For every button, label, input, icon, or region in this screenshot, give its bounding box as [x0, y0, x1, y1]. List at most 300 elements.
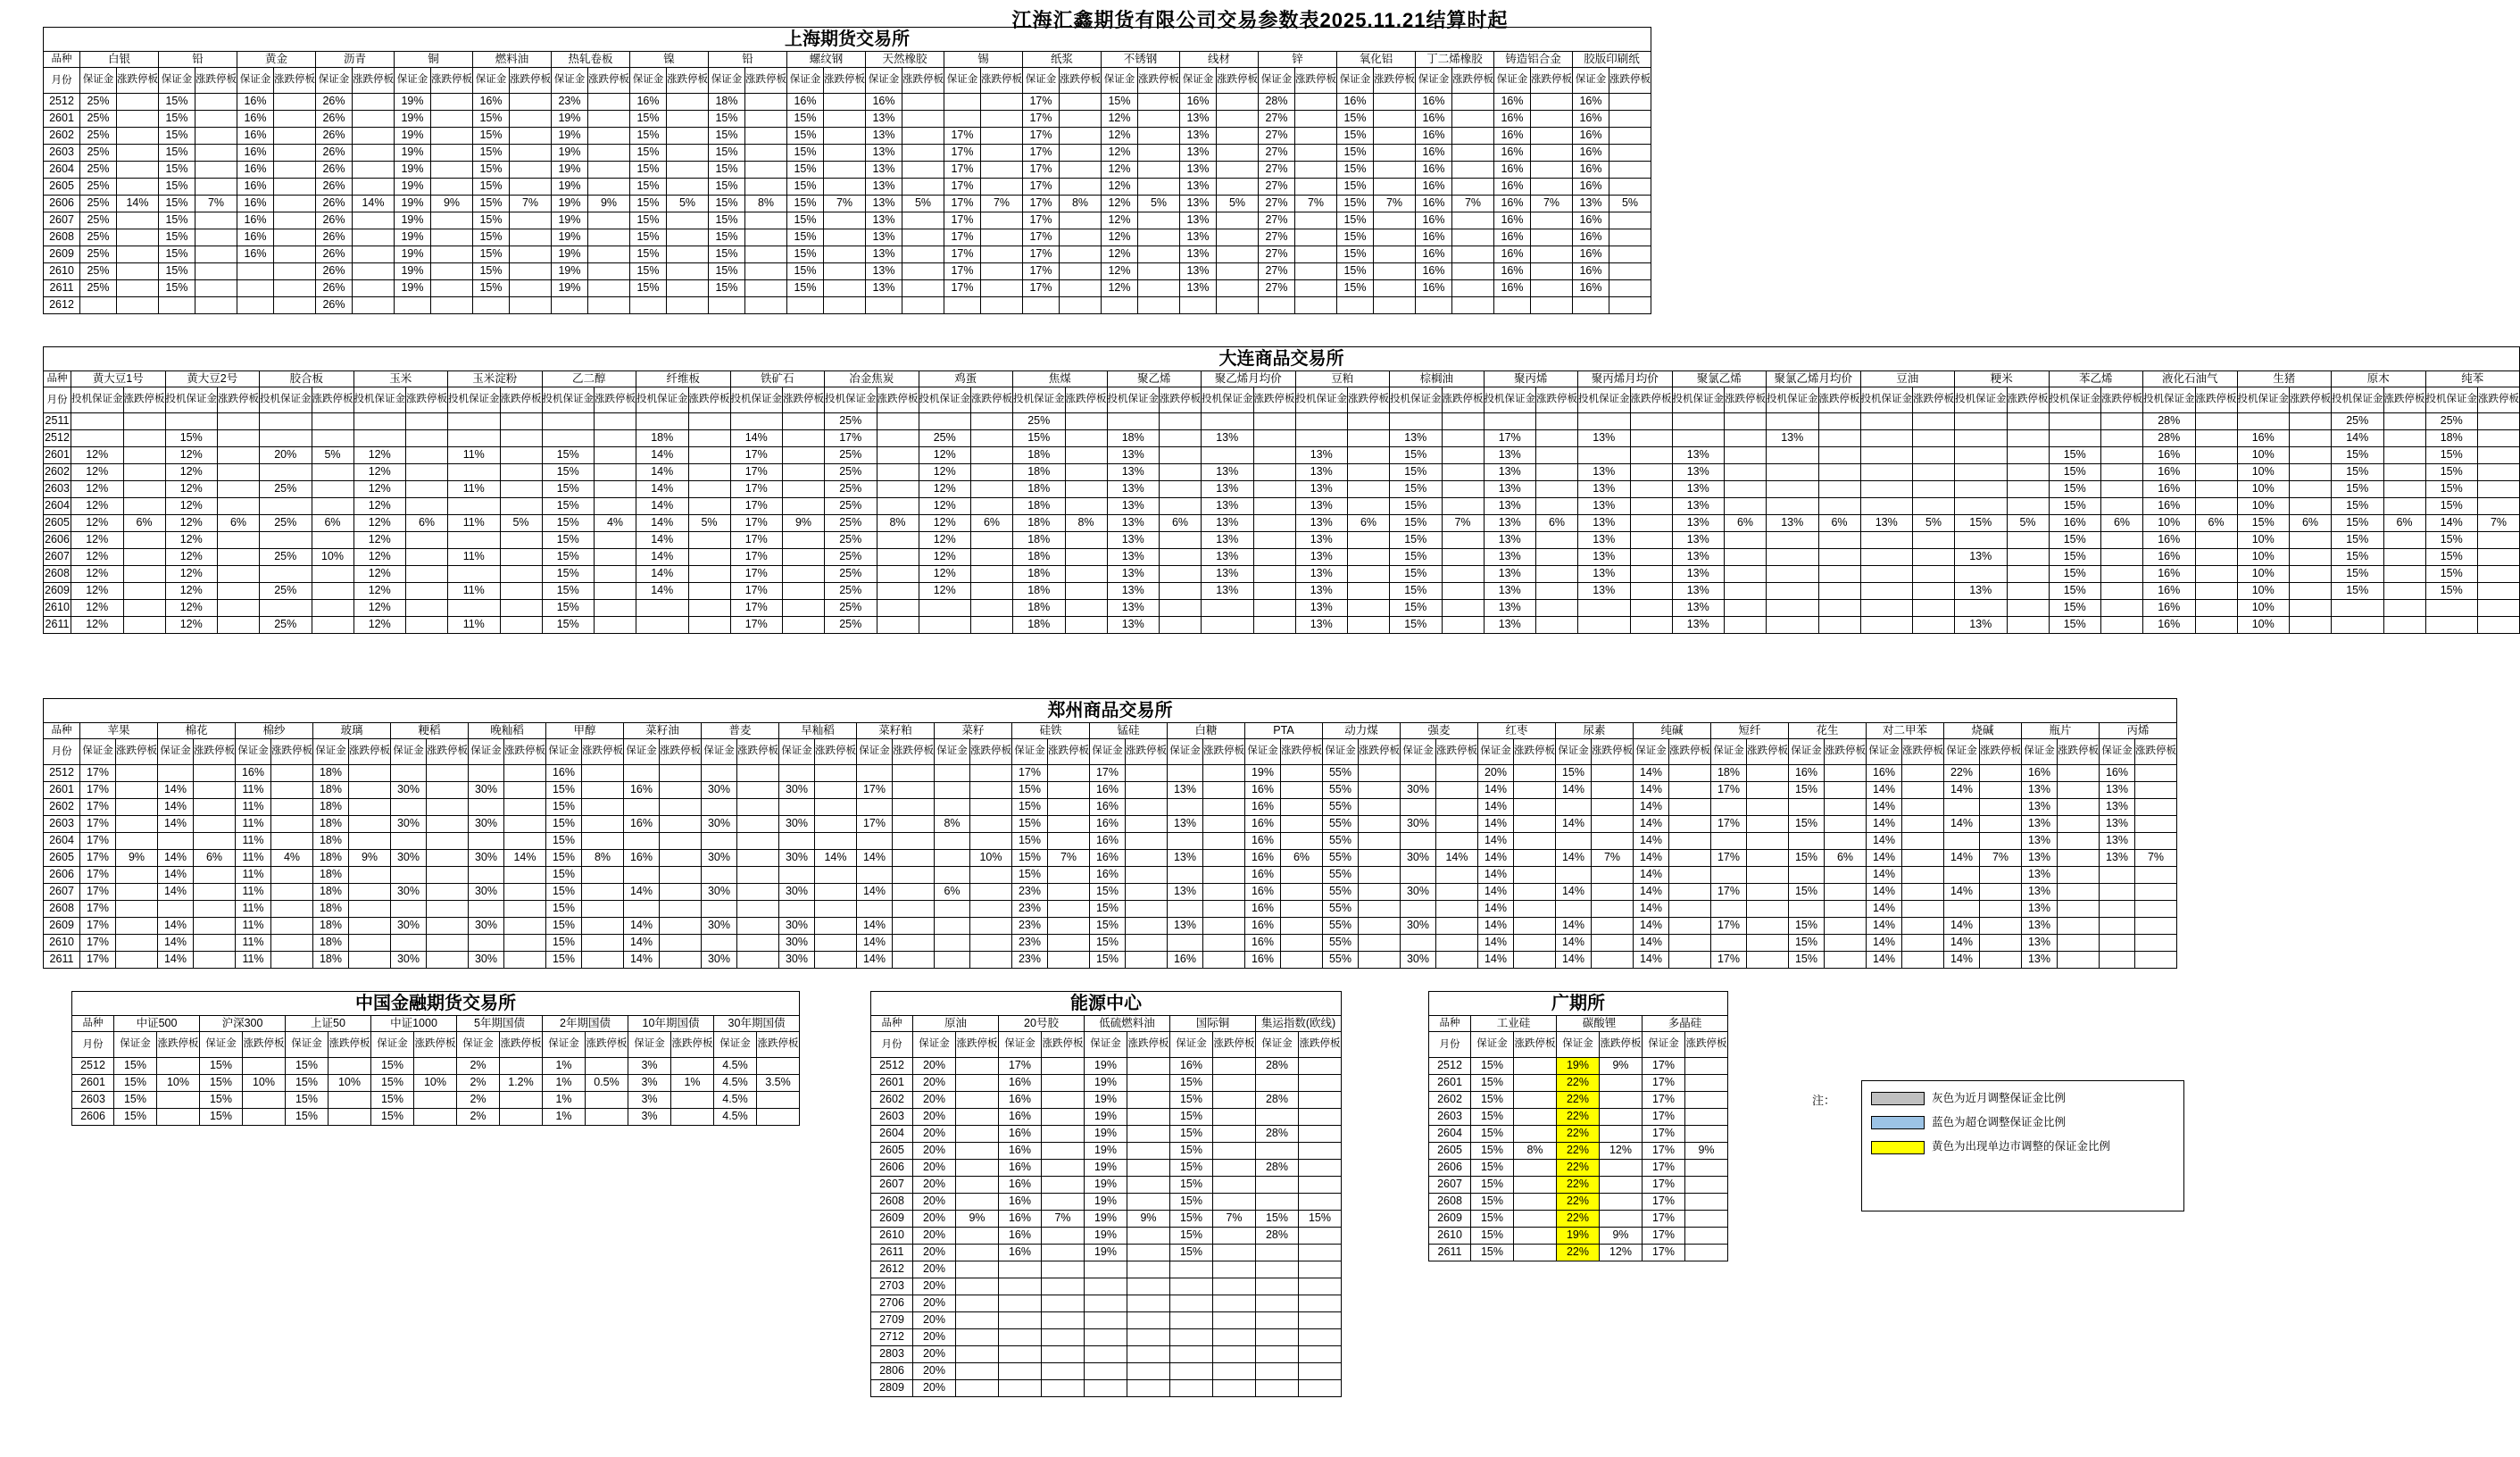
- cell: 16%: [1245, 952, 1281, 969]
- cell: [1299, 1278, 1342, 1295]
- cell: 16%: [1245, 901, 1281, 918]
- cell: [1168, 935, 1203, 952]
- cell: 19%: [552, 128, 588, 145]
- cell: [1980, 901, 2022, 918]
- header-variety-label: 品种: [44, 371, 71, 387]
- table-row: [44, 430, 2520, 447]
- table-row: [72, 1092, 800, 1109]
- cell: [218, 583, 260, 600]
- cell: [902, 111, 944, 128]
- cell: 15%: [630, 196, 667, 212]
- cell: [1127, 1312, 1170, 1329]
- subheader-margin-0: 保证金: [1471, 1032, 1514, 1058]
- cell: 15%: [1012, 850, 1048, 867]
- subheader-limit-13: 涨跌停板: [1348, 387, 1390, 413]
- subheader-margin-7: 保证金: [630, 68, 667, 94]
- cell: 15%: [787, 229, 824, 246]
- row-month: 2606: [44, 196, 80, 212]
- subheader-limit-10: 涨跌停板: [902, 68, 944, 94]
- cell: 15%: [630, 246, 667, 263]
- cell: [688, 464, 730, 481]
- cell: [877, 447, 919, 464]
- cell: 15%: [709, 196, 745, 212]
- cell: 4.5%: [714, 1109, 757, 1126]
- cell: 13%: [1202, 430, 1254, 447]
- cell: [1685, 1245, 1728, 1261]
- cell: [1295, 128, 1337, 145]
- cell: [1127, 1329, 1170, 1346]
- cell: 11%: [236, 918, 271, 935]
- subheader-limit-13: 涨跌停板: [1126, 739, 1168, 765]
- cell: 16%: [1416, 196, 1452, 212]
- cell: [1818, 498, 1860, 515]
- cell: [117, 297, 159, 314]
- cell: [427, 850, 469, 867]
- cell: [1725, 600, 1767, 617]
- cell: 18%: [1013, 549, 1066, 566]
- cell: [218, 498, 260, 515]
- cell: [1747, 901, 1789, 918]
- cell: 17%: [80, 884, 116, 901]
- subheader-limit-18: 涨跌停板: [1818, 387, 1860, 413]
- cell: [1401, 935, 1436, 952]
- cell: 11%: [236, 884, 271, 901]
- cell: 17%: [1711, 884, 1747, 901]
- table-row: [44, 901, 2177, 918]
- cell: 15%: [1390, 566, 1443, 583]
- cell: 13%: [1168, 782, 1203, 799]
- cell: [944, 297, 981, 314]
- cell: 16%: [2143, 464, 2196, 481]
- cell: [1217, 94, 1259, 111]
- cell: 16%: [999, 1177, 1042, 1194]
- cell: [783, 583, 825, 600]
- cell: 10%: [2143, 515, 2196, 532]
- table-dce: [43, 346, 2520, 634]
- cell: [1592, 901, 1634, 918]
- cell: [824, 229, 866, 246]
- cell: [1348, 617, 1390, 634]
- subheader-margin-7: 保证金: [714, 1032, 757, 1058]
- cell: [1203, 850, 1245, 867]
- cell: 12%: [353, 447, 406, 464]
- cell: 12%: [353, 498, 406, 515]
- row-month: 2601: [72, 1075, 114, 1092]
- cell: [1348, 464, 1390, 481]
- cell: 13%: [1573, 196, 1609, 212]
- cell: [1747, 816, 1789, 833]
- column-header-8: 普麦: [702, 723, 779, 739]
- column-header-16: 动力煤: [1323, 723, 1401, 739]
- cell: [667, 128, 709, 145]
- cell: 14%: [636, 583, 689, 600]
- cell: 15%: [1390, 498, 1443, 515]
- cell: 3%: [628, 1092, 671, 1109]
- cell: [500, 617, 542, 634]
- cell: [123, 464, 165, 481]
- cell: [123, 600, 165, 617]
- cell: [1531, 128, 1573, 145]
- cell: [391, 935, 427, 952]
- cell: 10%: [2237, 583, 2290, 600]
- cell: 55%: [1323, 935, 1359, 952]
- cell: 13%: [1578, 515, 1631, 532]
- cell: 25%: [80, 280, 117, 297]
- cell: [1902, 816, 1944, 833]
- cell: 17%: [80, 799, 116, 816]
- cell: 13%: [1107, 498, 1160, 515]
- cell: 1%: [543, 1109, 586, 1126]
- cell: 25%: [825, 447, 877, 464]
- cell: [1213, 1363, 1256, 1380]
- cell: [588, 297, 630, 314]
- cell: 15%: [1390, 600, 1443, 617]
- table-row: [44, 884, 2177, 901]
- cell: 16%: [1416, 280, 1452, 297]
- subheader-limit-9: 涨跌停板: [815, 739, 857, 765]
- cell: [1253, 566, 1295, 583]
- cell: [2058, 833, 2100, 850]
- cell: 11%: [448, 447, 501, 464]
- cell: 25%: [2332, 413, 2384, 430]
- cell: [667, 162, 709, 179]
- cell: [1042, 1109, 1085, 1126]
- cell: [1747, 833, 1789, 850]
- cell: [1127, 1126, 1170, 1143]
- cell: 12%: [71, 464, 124, 481]
- cell: 19%: [552, 196, 588, 212]
- cell: [1980, 952, 2022, 969]
- cell: 15%: [1299, 1211, 1342, 1228]
- cell: [2425, 617, 2478, 634]
- row-month: 2611: [44, 617, 71, 634]
- cell: 11%: [236, 952, 271, 969]
- cell: [1374, 297, 1416, 314]
- cell: [1138, 212, 1180, 229]
- cell: [2195, 430, 2237, 447]
- subheader-limit-22: 涨跌停板: [1825, 739, 1867, 765]
- cell: 15%: [2049, 498, 2101, 515]
- table-row: [44, 566, 2520, 583]
- cell: [588, 280, 630, 297]
- cell: [260, 600, 312, 617]
- cell: [1902, 935, 1944, 952]
- cell: 15%: [1471, 1211, 1514, 1228]
- cell: [588, 246, 630, 263]
- cell: [1401, 833, 1436, 850]
- cell: [1818, 430, 1860, 447]
- cell: 16%: [2100, 765, 2135, 782]
- cell: [117, 263, 159, 280]
- cell: [877, 498, 919, 515]
- cell: 7%: [2135, 850, 2177, 867]
- cell: [981, 297, 1023, 314]
- section-title: 广期所: [1429, 992, 1728, 1016]
- cell: 15%: [1390, 583, 1443, 600]
- subheader-margin-5: 保证金: [473, 68, 510, 94]
- cell: [877, 532, 919, 549]
- cell: [970, 799, 1012, 816]
- row-month: 2512: [44, 765, 80, 782]
- cell: 30%: [391, 952, 427, 969]
- cell: [510, 212, 552, 229]
- cell: [218, 549, 260, 566]
- cell: [857, 765, 893, 782]
- cell: [1902, 952, 1944, 969]
- cell: 17%: [1711, 952, 1747, 969]
- column-header-19: 尿素: [1556, 723, 1634, 739]
- row-month: 2607: [1429, 1177, 1471, 1194]
- cell: 12%: [165, 617, 218, 634]
- cell: 15%: [371, 1075, 414, 1092]
- cell: 30%: [702, 884, 737, 901]
- table-row: [871, 1295, 1342, 1312]
- cell: [1902, 901, 1944, 918]
- row-month: 2611: [871, 1245, 913, 1261]
- cell: [866, 297, 902, 314]
- subheader-margin-22: 保证金: [1789, 739, 1825, 765]
- cell: 27%: [1259, 229, 1295, 246]
- cell: [218, 532, 260, 549]
- cell: [660, 765, 702, 782]
- cell: [2332, 617, 2384, 634]
- cell: 13%: [866, 212, 902, 229]
- cell: 25%: [825, 515, 877, 532]
- cell: 17%: [730, 549, 783, 566]
- cell: 7%: [1213, 1211, 1256, 1228]
- cell: 55%: [1323, 850, 1359, 867]
- cell: [1818, 532, 1860, 549]
- cell: 10%: [2237, 549, 2290, 566]
- table-row: [44, 583, 2520, 600]
- cell: [970, 918, 1012, 935]
- cell: [504, 782, 546, 799]
- cell: 16%: [2022, 765, 2058, 782]
- cell: [1514, 935, 1556, 952]
- cell: [271, 935, 313, 952]
- subheader-limit-23: 涨跌停板: [2290, 387, 2332, 413]
- cell: 15%: [787, 280, 824, 297]
- cell: 15%: [1556, 765, 1592, 782]
- cell: 16%: [787, 94, 824, 111]
- row-month: 2609: [1429, 1211, 1471, 1228]
- cell: 16%: [1494, 280, 1531, 297]
- cell: 19%: [395, 212, 431, 229]
- cell: [956, 1143, 999, 1160]
- cell: [1436, 884, 1478, 901]
- cell: 17%: [1023, 246, 1060, 263]
- cell: [1217, 145, 1259, 162]
- cell: 16%: [1416, 212, 1452, 229]
- subheader-margin-2: 保证金: [286, 1032, 329, 1058]
- subheader-margin-3: 保证金: [316, 68, 353, 94]
- cell: [1531, 111, 1573, 128]
- cell: [1401, 765, 1436, 782]
- table-shfe: [43, 27, 1651, 314]
- cell: 12%: [165, 583, 218, 600]
- cell: [971, 447, 1013, 464]
- cell: [274, 111, 316, 128]
- cell: [1902, 782, 1944, 799]
- cell: 16%: [1494, 196, 1531, 212]
- cell: 15%: [546, 799, 582, 816]
- cell: 18%: [313, 952, 349, 969]
- cell: 18%: [1013, 464, 1066, 481]
- cell: [893, 918, 935, 935]
- cell: [971, 532, 1013, 549]
- cell: [2383, 447, 2425, 464]
- cell: 12%: [919, 583, 971, 600]
- row-month: 2611: [44, 280, 80, 297]
- cell: [688, 600, 730, 617]
- cell: [117, 179, 159, 196]
- cell: [353, 111, 395, 128]
- row-month: 2611: [1429, 1245, 1471, 1261]
- cell: 22%: [1557, 1126, 1600, 1143]
- cell: [194, 833, 236, 850]
- cell: [1374, 246, 1416, 263]
- cell: 13%: [2022, 816, 2058, 833]
- cell: [1578, 600, 1631, 617]
- cell: [624, 867, 660, 884]
- cell: 4.5%: [714, 1075, 757, 1092]
- cell: [745, 263, 787, 280]
- cell: 15%: [2049, 617, 2101, 634]
- cell: 13%: [866, 229, 902, 246]
- cell: [194, 884, 236, 901]
- cell: 12%: [165, 566, 218, 583]
- cell: 15%: [2332, 532, 2384, 549]
- cell: 6%: [312, 515, 353, 532]
- cell: [783, 549, 825, 566]
- cell: [971, 481, 1013, 498]
- cell: 8%: [1060, 196, 1102, 212]
- cell: 17%: [730, 447, 783, 464]
- cell: 17%: [80, 952, 116, 969]
- row-month: 2608: [1429, 1194, 1471, 1211]
- cell: [1592, 952, 1634, 969]
- cell: 19%: [1085, 1143, 1127, 1160]
- column-header-0: 工业硅: [1471, 1016, 1557, 1032]
- cell: 20%: [913, 1211, 956, 1228]
- cell: [1913, 549, 1955, 566]
- cell: 12%: [165, 464, 218, 481]
- cell: 16%: [2143, 481, 2196, 498]
- cell: [1348, 566, 1390, 583]
- cell: [893, 901, 935, 918]
- cell: [406, 566, 448, 583]
- cell: [427, 799, 469, 816]
- cell: [1299, 1261, 1342, 1278]
- cell: [1160, 532, 1202, 549]
- cell: 13%: [1672, 566, 1725, 583]
- cell: 14%: [1634, 782, 1669, 799]
- cell: 15%: [1471, 1092, 1514, 1109]
- subheader-limit-2: 涨跌停板: [1685, 1032, 1728, 1058]
- cell: [1180, 297, 1217, 314]
- subheader-margin-9: 保证金: [787, 68, 824, 94]
- cell: [1060, 246, 1102, 263]
- subheader-limit-3: 涨跌停板: [353, 68, 395, 94]
- cell: 17%: [944, 128, 981, 145]
- cell: [1060, 145, 1102, 162]
- cell: 13%: [1180, 179, 1217, 196]
- cell: [1711, 901, 1747, 918]
- cell: 16%: [2143, 566, 2196, 583]
- subheader-margin-25: 保证金: [2022, 739, 2058, 765]
- cell: 15%: [159, 246, 195, 263]
- cell: 20%: [913, 1329, 956, 1346]
- cell: [1299, 1228, 1342, 1245]
- cell: [582, 884, 624, 901]
- cell: [1630, 515, 1672, 532]
- cell: [312, 566, 353, 583]
- cell: [1767, 549, 1819, 566]
- cell: 15%: [473, 145, 510, 162]
- cell: 15%: [1789, 782, 1825, 799]
- cell: [1913, 464, 1955, 481]
- cell: [1536, 447, 1578, 464]
- cell: 10%: [2237, 464, 2290, 481]
- cell: [956, 1126, 999, 1143]
- cell: [1213, 1058, 1256, 1075]
- cell: 20%: [913, 1092, 956, 1109]
- cell: 14%: [1478, 833, 1514, 850]
- cell: [582, 782, 624, 799]
- cell: 19%: [552, 246, 588, 263]
- cell: [2007, 481, 2049, 498]
- cell: [1860, 566, 1913, 583]
- cell: 16%: [1573, 280, 1609, 297]
- cell: [2290, 617, 2332, 634]
- cell: 14%: [1556, 816, 1592, 833]
- cell: 15%: [473, 246, 510, 263]
- cell: [312, 481, 353, 498]
- subheader-limit-24: 涨跌停板: [2383, 387, 2425, 413]
- cell: [971, 583, 1013, 600]
- column-header-1: 棉花: [158, 723, 236, 739]
- cell: 16%: [1494, 212, 1531, 229]
- cell: [1452, 128, 1494, 145]
- cell: 30%: [391, 884, 427, 901]
- subheader-margin-16: 保证金: [1323, 739, 1359, 765]
- cell: [630, 297, 667, 314]
- cell: 18%: [1013, 515, 1066, 532]
- cell: [1203, 799, 1245, 816]
- cell: [2478, 583, 2520, 600]
- cell: 15%: [542, 498, 595, 515]
- cell: [2195, 413, 2237, 430]
- cell: 26%: [316, 263, 353, 280]
- cell: [1138, 145, 1180, 162]
- cell: [1299, 1380, 1342, 1397]
- cell: [353, 263, 395, 280]
- subheader-margin-5: 保证金: [469, 739, 504, 765]
- cell: 18%: [709, 94, 745, 111]
- cell: [1213, 1278, 1256, 1295]
- table-row: [44, 549, 2520, 566]
- cell: 26%: [316, 229, 353, 246]
- cell: 11%: [448, 549, 501, 566]
- cell: 15%: [1471, 1177, 1514, 1194]
- cell: [1065, 583, 1107, 600]
- cell: [1256, 1329, 1299, 1346]
- cell: [956, 1245, 999, 1261]
- cell: [1085, 1261, 1127, 1278]
- subheader-margin-19: 保证金: [1573, 68, 1609, 94]
- cell: 16%: [237, 179, 274, 196]
- column-header-12: 硅铁: [1012, 723, 1090, 739]
